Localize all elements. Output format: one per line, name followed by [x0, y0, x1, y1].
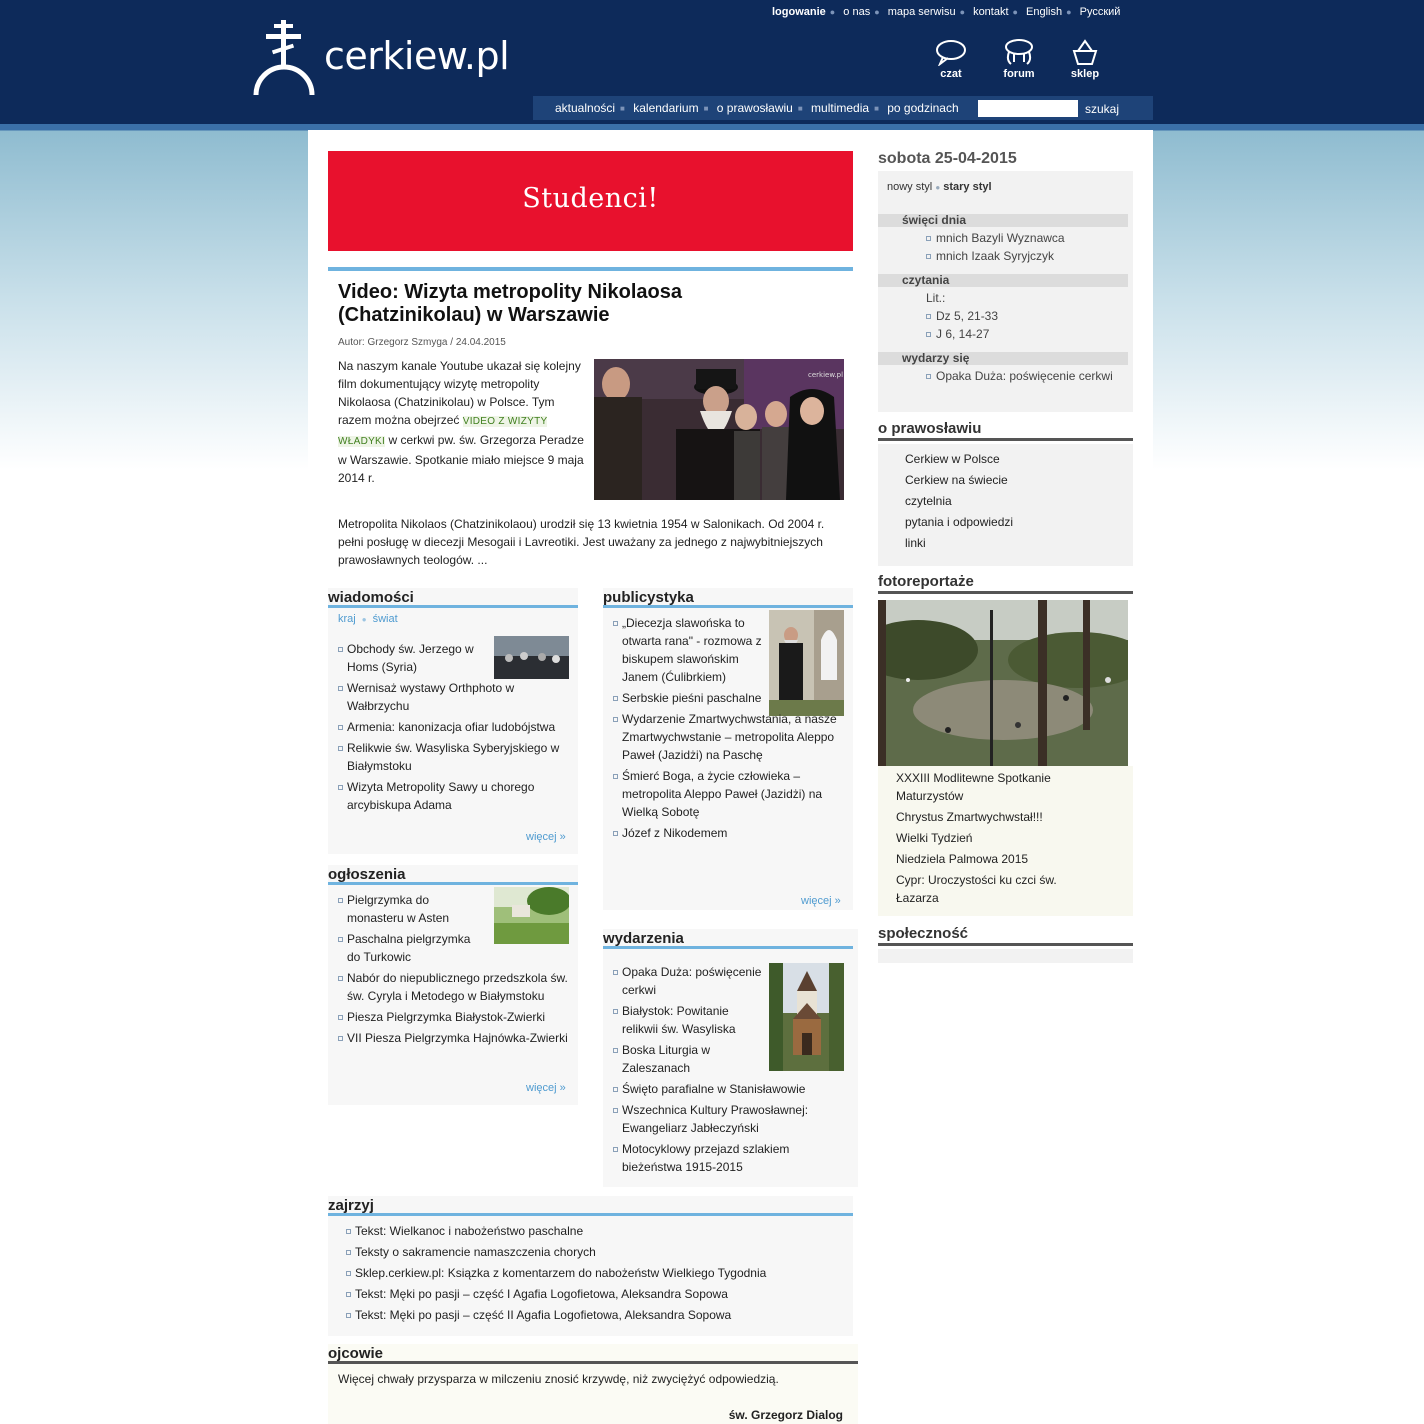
quote-author: św. Grzegorz Dialog: [728, 1408, 843, 1422]
forum-icon: [1002, 38, 1036, 66]
nav-news[interactable]: aktualności: [555, 101, 616, 115]
list-item[interactable]: Armenia: kanonizacja ofiar ludobójstwa: [338, 718, 570, 736]
chat-icon: [934, 38, 968, 66]
list-item[interactable]: Tekst: Męki po pasji – część II Agafia Logofietowa, Aleksandra Sopowa: [346, 1306, 846, 1324]
chat-label: czat: [940, 68, 962, 80]
look-in-section: [328, 1196, 853, 1336]
photo-report-image[interactable]: [878, 600, 1128, 766]
list-item[interactable]: czytelnia: [905, 494, 952, 508]
list-item[interactable]: Nabór do niepublicznego przedszkola św. św. Cyryla i Metodego w Białymstoku: [338, 969, 570, 1005]
community-section: [878, 949, 1133, 963]
news-more-link[interactable]: więcej »: [526, 831, 566, 843]
announcements-section: [328, 865, 578, 1105]
list-item[interactable]: Paschalna pielgrzymka do Turkowic: [338, 930, 486, 966]
logo-text: cerkiew.pl: [324, 34, 510, 78]
orthodox-cross-icon: [252, 18, 316, 98]
list-item[interactable]: Wszechnica Kultury Prawosławnej: Ewangeliarz Jabłeczyński: [613, 1101, 853, 1137]
list-item[interactable]: VII Piesza Pielgrzymka Hajnówka-Zwierki: [338, 1029, 570, 1047]
list-item[interactable]: Motocyklowy przejazd szlakiem bieżeństwa 1915-2015: [613, 1140, 813, 1176]
list-item[interactable]: Wizyta Metropolity Sawy u chorego arcybiskupa Adama: [338, 778, 570, 814]
about-link[interactable]: o nas: [843, 6, 871, 18]
list-item[interactable]: pytania i odpowiedzi: [905, 515, 1014, 529]
search-input[interactable]: [978, 100, 1078, 117]
article-title[interactable]: Video: Wizyta metropolity Nikolaosa (Chatzinikolau) w Warszawie: [338, 281, 682, 326]
article-body: Metropolita Nikolaos (Chatzinikolaou) urodził się 13 kwietnia 1954 w Salonikach. Od 2004 r. pełni posługę w diecezji Mesogaii i Lavreotiki. Jest uważany za jednego z najwybitniejszych prawosławnych teologów. ...: [338, 517, 825, 567]
nav-orthodoxy[interactable]: o prawosławiu: [716, 101, 793, 115]
list-item[interactable]: Boska Liturgia w Zaleszanach: [613, 1041, 763, 1077]
fathers-section-title[interactable]: ojcowie: [328, 1344, 858, 1364]
site-header: [0, 0, 1424, 130]
upcoming-event-item[interactable]: Opaka Duża: poświęcenie cerkwi: [926, 367, 1116, 385]
reading-item[interactable]: J 6, 14-27: [926, 325, 1126, 343]
shop-label: sklep: [1070, 68, 1100, 80]
nav-after-hours[interactable]: po godzinach: [887, 101, 959, 115]
style-switch: nowy styl ● stary styl: [887, 181, 992, 193]
main-nav: aktualności ■ kalendarium ■ o prawosławiu ■ multimedia ■ po godzinach szukaj: [533, 96, 1153, 120]
video-link[interactable]: VIDEO Z WIZYTY WŁADYKI: [338, 416, 548, 447]
announcements-more-link[interactable]: więcej »: [526, 1082, 566, 1094]
list-item[interactable]: Tekst: Wielkanoc i nabożeństwo paschalne: [346, 1222, 846, 1240]
opinion-more-link[interactable]: więcej »: [801, 895, 841, 907]
news-section-title[interactable]: wiadomości: [328, 588, 578, 608]
list-item[interactable]: Białystok: Powitanie relikwii św. Wasyliska: [613, 1002, 763, 1038]
sitemap-link[interactable]: mapa serwisu: [887, 6, 956, 18]
list-item[interactable]: Serbskie pieśni paschalne: [613, 689, 763, 707]
contact-link[interactable]: kontakt: [973, 6, 1009, 18]
list-item[interactable]: Opaka Duża: poświęcenie cerkwi: [613, 963, 763, 999]
news-tabs: kraj ● świat: [338, 613, 398, 625]
quote-text: Więcej chwały przysparza w milczeniu znosić krzywdę, niż zwyciężyć odpowiedzią.: [338, 1372, 779, 1386]
list-item[interactable]: Chrystus Zmartwychwstał!!!: [896, 810, 1043, 824]
tab-swiat[interactable]: świat: [372, 613, 398, 625]
forum-label: forum: [1003, 68, 1035, 80]
saint-item[interactable]: mnich Bazyli Wyznawca: [926, 229, 1126, 247]
article-photo[interactable]: [594, 359, 844, 500]
content-container: [308, 130, 1153, 1424]
list-item[interactable]: XXXIII Modlitewne Spotkanie Maturzystów: [896, 771, 1051, 803]
opinion-section: [603, 588, 853, 910]
students-banner[interactable]: Studenci!: [328, 151, 853, 251]
english-link[interactable]: English: [1026, 6, 1063, 18]
list-item[interactable]: Wydarzenie Zmartwychwstania, a nasze Zmartwychwstanie – metropolita Aleppo Paweł (Jazidżi) na Paschę: [613, 710, 847, 764]
orthodoxy-section-title[interactable]: o prawosławiu: [878, 418, 1133, 441]
list-item[interactable]: Pielgrzymka do monasteru w Asten: [338, 891, 486, 927]
russian-link[interactable]: Русский: [1079, 6, 1121, 18]
site-logo[interactable]: [252, 18, 512, 98]
lead-text-2: w cerkwi pw. św. Grzegorza Peradze w Warszawie. Spotkanie miało miejsce 9 maja 2014 r.: [338, 433, 584, 485]
top-links: logowanie ● o nas ● mapa serwisu ● kontakt ● English ● Русский: [772, 6, 1121, 18]
events-label: wydarzy się: [878, 352, 1128, 365]
orthodoxy-section: [878, 444, 1133, 566]
community-section-title[interactable]: społeczność: [878, 923, 1133, 946]
shop-basket-icon: [1068, 38, 1102, 66]
news-section: [328, 588, 578, 854]
shop-button[interactable]: [1062, 38, 1108, 80]
calendar-box: [878, 150, 1133, 412]
saints-label: święci dnia: [878, 214, 1128, 227]
list-item[interactable]: Tekst: Męki po pasji – część I Agafia Logofietowa, Aleksandra Sopowa: [346, 1285, 846, 1303]
list-item[interactable]: Cerkiew w Polsce: [905, 452, 1000, 466]
list-item[interactable]: Cypr: Uroczystości ku czci św. Łazarza: [896, 873, 1057, 905]
photo-reports-section-title[interactable]: fotoreportaże: [878, 571, 1133, 594]
login-link[interactable]: logowanie: [772, 6, 826, 18]
article-lead: [338, 357, 586, 487]
forum-button[interactable]: [996, 38, 1042, 80]
lead-text-1: Na naszym kanale Youtube ukazał się kolejny film dokumentujący wizytę metropolity Nikolaosa (Chatzinikolau) w Polsce. Tym razem można obejrzeć: [338, 359, 581, 427]
look-in-section-title[interactable]: zajrzyj: [328, 1196, 853, 1216]
list-item[interactable]: Relikwie św. Wasyliska Syberyjskiego w Białymstoku: [338, 739, 570, 775]
list-item[interactable]: Śmierć Boga, a życie człowieka – metropolita Aleppo Paweł (Jazidżi) na Wielką Sobotę: [613, 767, 847, 821]
list-item[interactable]: Święto parafialne w Stanisławowie: [613, 1080, 853, 1098]
list-item[interactable]: Wielki Tydzień: [896, 831, 973, 845]
list-item[interactable]: Obchody św. Jerzego w Homs (Syria): [338, 640, 486, 676]
readings-lit: Lit.:: [926, 291, 946, 305]
new-style-link[interactable]: nowy styl: [887, 181, 933, 193]
saint-item[interactable]: mnich Izaak Syryjczyk: [926, 247, 1126, 265]
events-section: [603, 929, 858, 1187]
readings-label: czytania: [878, 274, 1128, 287]
list-item[interactable]: Wernisaż wystawy Orthphoto w Wałbrzychu: [338, 679, 570, 715]
reading-item[interactable]: Dz 5, 21-33: [926, 307, 1126, 325]
list-item[interactable]: Sklep.cerkiew.pl: Ksiązka z komentarzem do nabożeństw Wielkiego Tygodnia: [346, 1264, 846, 1282]
list-item[interactable]: Piesza Pielgrzymka Białystok-Zwierki: [338, 1008, 570, 1026]
opinion-section-title[interactable]: publicystyka: [603, 588, 853, 608]
article-meta: Autor: Grzegorz Szmyga / 24.04.2015: [338, 337, 506, 348]
list-item[interactable]: Teksty o sakramencie namaszczenia chorych: [346, 1243, 846, 1261]
nav-multimedia[interactable]: multimedia: [811, 101, 870, 115]
list-item[interactable]: Józef z Nikodemem: [613, 824, 847, 842]
calendar-date: sobota 25-04-2015: [878, 150, 1133, 171]
fathers-quote-section: [328, 1344, 858, 1424]
photo-reports-section: [878, 766, 1133, 916]
search-button[interactable]: szukaj: [1085, 101, 1120, 116]
tab-kraj[interactable]: kraj: [338, 613, 356, 625]
list-item[interactable]: Niedziela Palmowa 2015: [896, 852, 1029, 866]
announcements-section-title[interactable]: ogłoszenia: [328, 865, 578, 885]
nav-calendar[interactable]: kalendarium: [633, 101, 699, 115]
list-item[interactable]: Cerkiew na świecie: [905, 473, 1008, 487]
featured-article: [328, 267, 853, 577]
list-item[interactable]: linki: [905, 536, 926, 550]
svg-text:cerkiew.pl: cerkiew.pl: [808, 371, 844, 379]
chat-button[interactable]: [928, 38, 974, 80]
old-style-link[interactable]: stary styl: [943, 181, 992, 193]
list-item[interactable]: „Diecezja slawońska to otwarta rana" - rozmowa z biskupem slawońskim Janem (Ćulibrkiem): [613, 614, 763, 686]
events-section-title[interactable]: wydarzenia: [603, 929, 853, 949]
